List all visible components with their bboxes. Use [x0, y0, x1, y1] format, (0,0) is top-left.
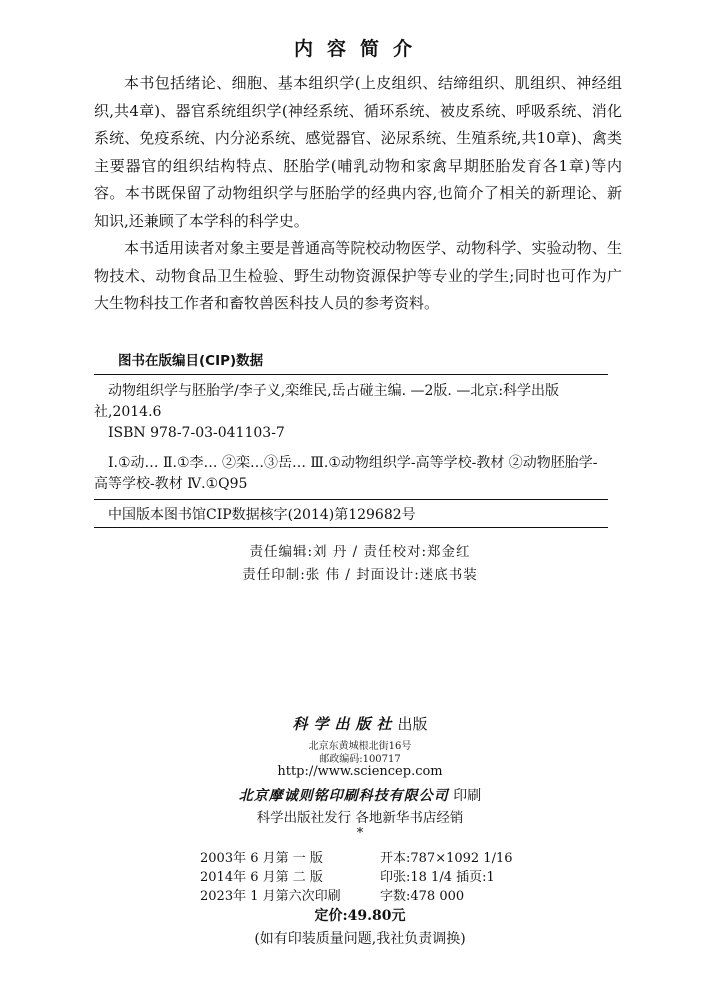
- edition-spec: 印张:18 1/4 插页:1: [380, 870, 495, 885]
- edition-date: 2023年 1 月第六次印刷: [200, 889, 341, 904]
- edition-date: 2003年 6 月第 一 版: [200, 851, 323, 866]
- cip-bottom-rule: [94, 527, 608, 528]
- price: 定价:49.80元: [314, 908, 406, 924]
- summary-paragraph-2: 本书适用读者对象主要是普通高等院校动物医学、动物科学、实验动物、生物技术、动物食品卫生检验、野生动物资源保护等专业的学生;同时也可作为广大生物科技工作者和畜牧兽医科技人员的参考资料。: [94, 239, 622, 312]
- edition-spec: 开本:787×1092 1/16: [380, 851, 513, 866]
- cip-classification: Ⅰ.①动… Ⅱ.①李… ②栾…③岳… Ⅲ.①动物组织学-高等学校-教材 ②动物胚胎学-高等学校-教材 Ⅳ.①Q95: [94, 455, 598, 492]
- credits-production: 责任印制:张 伟 / 封面设计:迷底书装: [242, 567, 478, 583]
- summary-body: [94, 70, 622, 318]
- publisher-address: 北京东黄城根北街16号: [308, 741, 412, 752]
- cip-block: [94, 381, 608, 526]
- publisher-line: [0, 713, 720, 734]
- distribution-line: 科学出版社发行 各地新华书店经销: [256, 810, 464, 826]
- printer-suffix: 印刷: [453, 788, 482, 804]
- summary-paragraph-1: 本书包括绪论、细胞、基本组织学(上皮组织、结缔组织、肌组织、神经组织,共4章)、器官系统组织学(神经系统、循环系统、被皮系统、呼吸系统、消化系统、免疫系统、内分泌系统、感觉器官、泌尿系统、生殖系统,共10章)、禽类主要器官的组织结构特点、胚胎学(哺乳动物和家禽早期胚胎发育各1章)等内容。本书既保留了动物组织学与胚胎学的经典内容,也简介了相关的新理论、新知识,还兼顾了本学科的科学史。: [94, 74, 622, 230]
- publisher-name: 科学出版社: [292, 715, 398, 733]
- credits-editors: 责任编辑:刘 丹 / 责任校对:郑金红: [249, 544, 471, 560]
- publisher-postcode: 邮政编码:100717: [319, 754, 401, 765]
- cip-number: 中国版本图书馆CIP数据核字(2014)第129682号: [108, 507, 416, 523]
- edition-spec: 字数:478 000: [380, 889, 465, 904]
- publisher-suffix: 出版: [397, 715, 428, 733]
- separator-star: *: [356, 826, 364, 841]
- edition-date: 2014年 6 月第 二 版: [200, 870, 323, 885]
- publisher-url: http://www.sciencep.com: [277, 764, 443, 779]
- printer-name: 北京摩诚则铭印刷科技有限公司: [238, 788, 449, 804]
- summary-title: 内容简介: [293, 38, 426, 60]
- quality-notice: (如有印装质量问题,我社负责调换): [254, 931, 466, 947]
- cip-top-rule: [94, 374, 608, 375]
- cip-title-line: 动物组织学与胚胎学/李子义,栾维民,岳占碰主编. —2版. —北京:科学出版社,2014.6: [94, 383, 560, 420]
- cip-mid-rule: [94, 499, 608, 500]
- cip-heading: 图书在版编目(CIP)数据: [118, 353, 264, 369]
- cip-isbn: ISBN 978-7-03-041103-7: [108, 425, 285, 441]
- printer-line: [0, 785, 720, 805]
